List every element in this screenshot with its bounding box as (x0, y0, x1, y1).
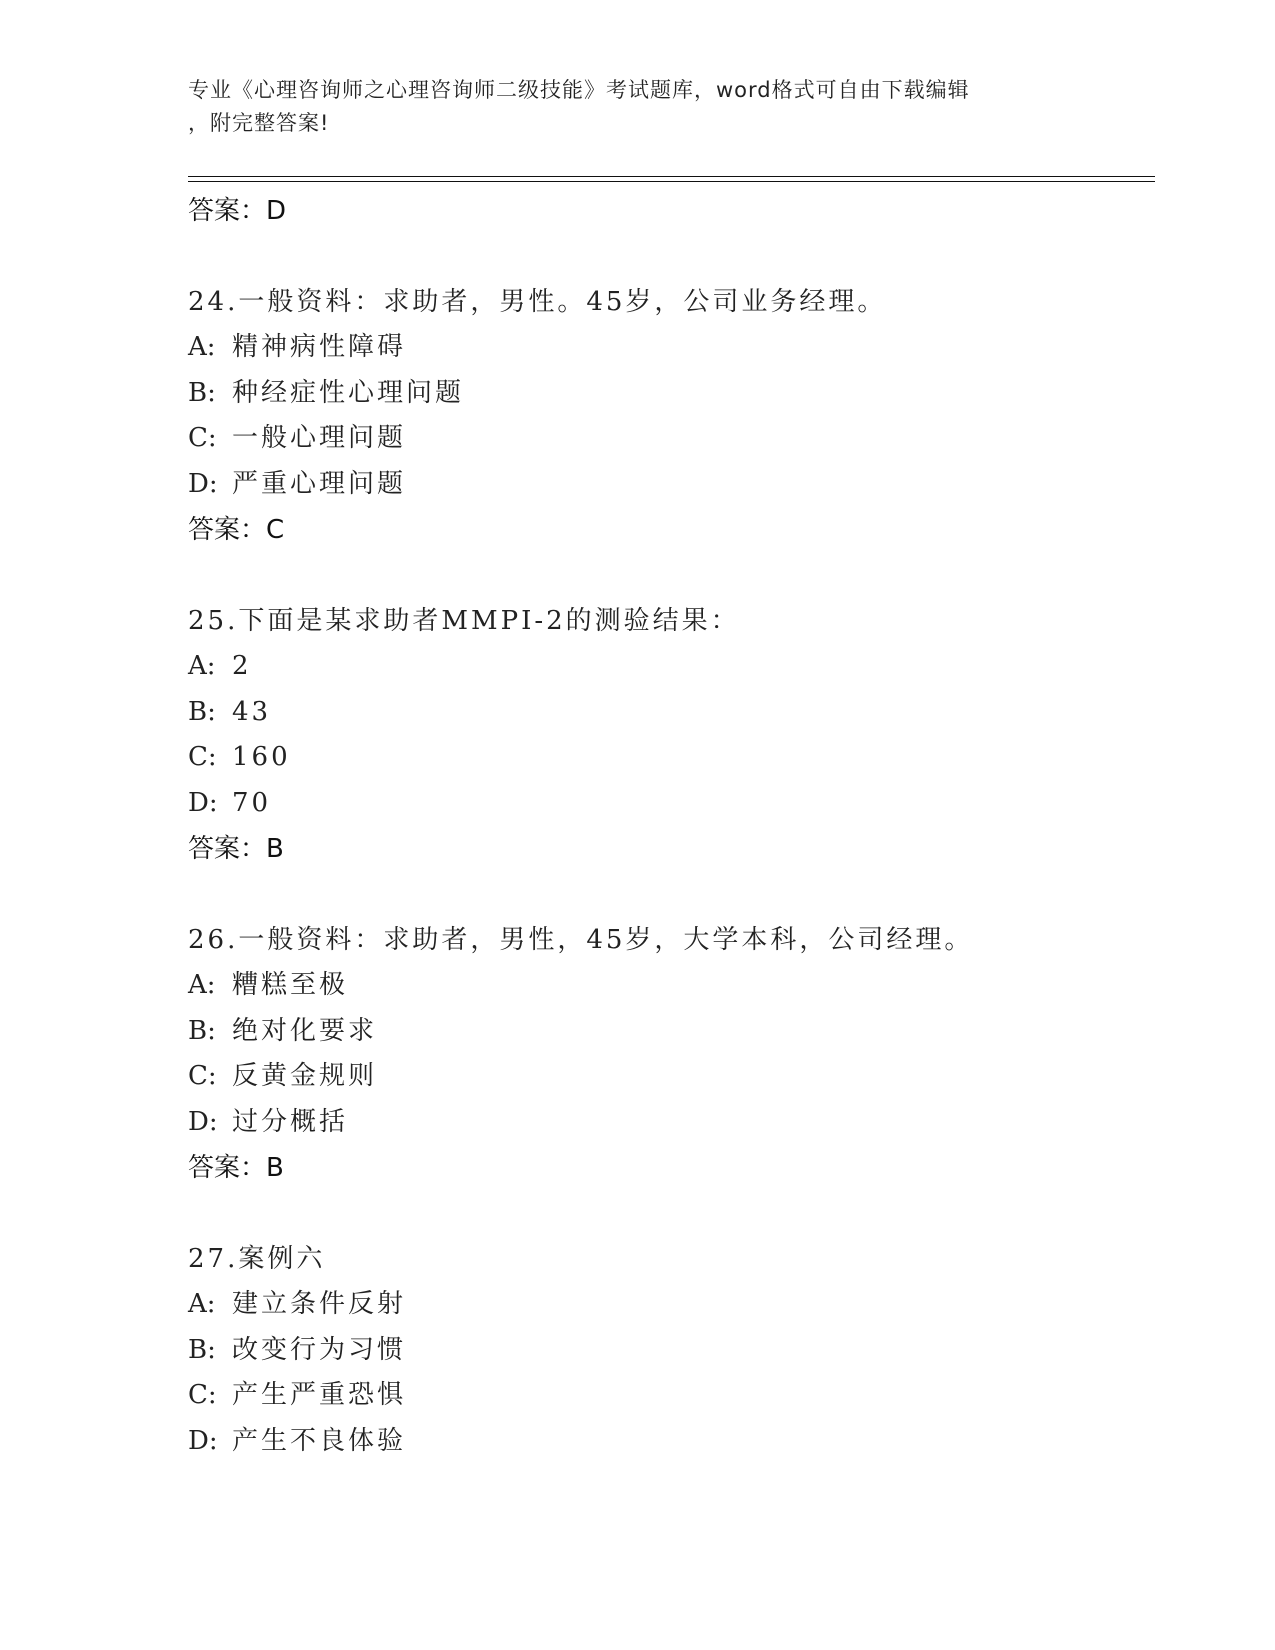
option-text: 严重心理问题 (232, 468, 407, 499)
option-letter: C: (188, 1380, 217, 1410)
answer-label: 答案：B (188, 1153, 284, 1183)
option-text: 160 (232, 742, 291, 772)
option-d (188, 781, 1148, 827)
header-rule-top (188, 176, 1155, 177)
question-27 (188, 1236, 1148, 1464)
option-text: 绝对化要求 (232, 1015, 378, 1046)
option-c (188, 735, 1148, 781)
option-text: 43 (232, 696, 272, 727)
option-a (188, 325, 1148, 371)
option-b (188, 371, 1148, 417)
option-text: 一般心理问题 (232, 423, 407, 453)
option-letter: C: (188, 1061, 217, 1091)
question-stem: 24.一般资料：求助者，男性。45岁，公司业务经理。 (188, 287, 887, 317)
option-text: 产生不良体验 (232, 1425, 407, 1456)
option-d (188, 1419, 1148, 1465)
header-rule-bottom (188, 181, 1155, 182)
question-stem: 25.下面是某求助者MMPI-2的测验结果： (188, 606, 740, 636)
question-stem: 26.一般资料：求助者，男性，45岁，大学本科，公司经理。 (188, 925, 974, 955)
header-line-2: ，附完整答案! (188, 111, 330, 135)
answer-label: 答案：C (188, 515, 285, 545)
option-letter: A: (188, 970, 216, 1000)
question-list (188, 188, 1148, 1464)
option-text: 糟糕至极 (232, 970, 349, 1000)
option-letter: D: (188, 787, 218, 818)
option-letter: A: (188, 1289, 216, 1319)
option-letter: B: (188, 1015, 216, 1046)
option-text: 过分概括 (232, 1106, 349, 1137)
option-letter: C: (188, 742, 217, 772)
option-text: 建立条件反射 (232, 1289, 407, 1319)
header-line-1: 专业《心理咨询师之心理咨询师二级技能》考试题库，word格式可自由下载编辑 (188, 78, 970, 102)
option-text: 70 (232, 787, 272, 818)
question-24 (188, 279, 1148, 553)
option-text: 种经症性心理问题 (232, 377, 465, 408)
option-b (188, 1328, 1148, 1374)
question-26 (188, 917, 1148, 1191)
document-header (188, 74, 1088, 140)
option-text: 精神病性障碍 (232, 332, 407, 362)
option-d (188, 1100, 1148, 1146)
question-25 (188, 598, 1148, 872)
option-letter: C: (188, 423, 217, 453)
option-letter: B: (188, 1334, 216, 1365)
option-letter: A: (188, 332, 216, 362)
option-d (188, 462, 1148, 508)
answer-label: 答案：B (188, 834, 284, 864)
option-b (188, 690, 1148, 736)
option-text: 反黄金规则 (232, 1061, 378, 1091)
option-a (188, 963, 1148, 1009)
question-stem: 27.案例六 (188, 1244, 326, 1274)
option-letter: A: (188, 651, 216, 681)
option-a (188, 1282, 1148, 1328)
answer-label: 答案：D (188, 196, 287, 226)
option-c (188, 416, 1148, 462)
option-letter: D: (188, 468, 218, 499)
option-letter: D: (188, 1106, 218, 1137)
option-text: 产生严重恐惧 (232, 1380, 407, 1410)
option-letter: D: (188, 1425, 218, 1456)
option-a (188, 644, 1148, 690)
option-c (188, 1054, 1148, 1100)
option-b (188, 1009, 1148, 1055)
option-c (188, 1373, 1148, 1419)
option-letter: B: (188, 377, 216, 408)
option-text: 改变行为习惯 (232, 1334, 407, 1365)
option-letter: B: (188, 696, 216, 727)
option-text: 2 (232, 651, 252, 681)
